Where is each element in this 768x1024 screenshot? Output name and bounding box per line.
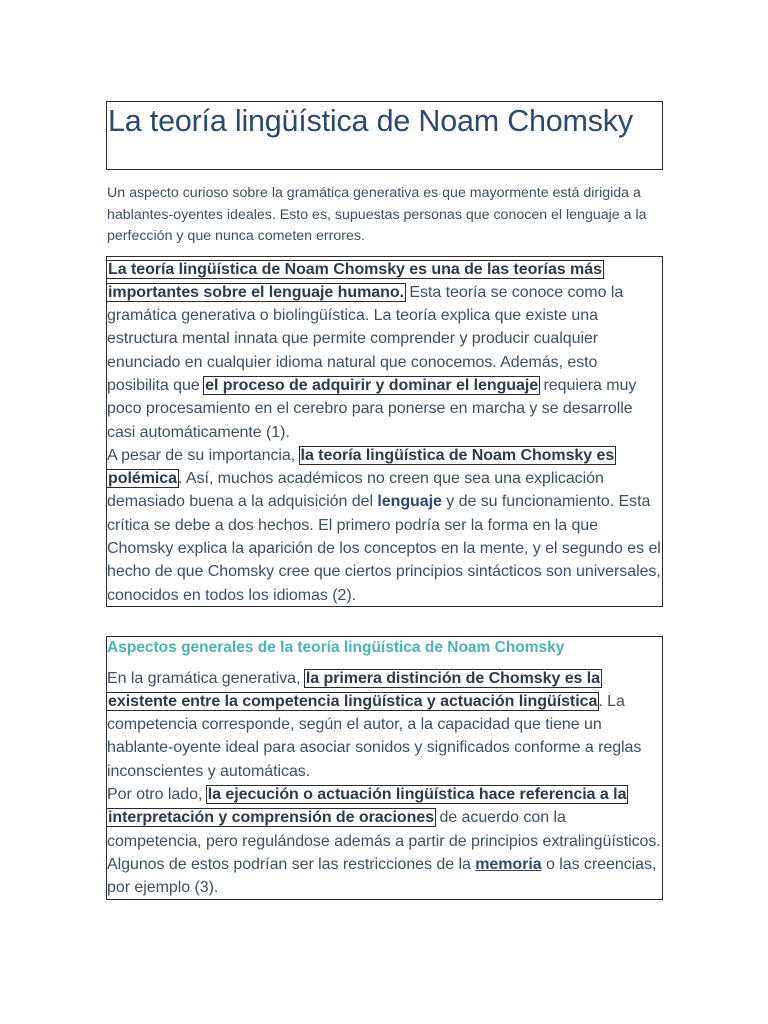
highlight-text: el proceso de adquirir y dominar el lenguaje: [205, 376, 539, 394]
body-text: Por otro lado,: [107, 785, 207, 803]
highlight-text: la primera distinción de Chomsky es la existente entre la competencia lingüística y actuación lingüística: [108, 669, 601, 710]
body-text: A pesar de su importancia,: [107, 446, 300, 464]
section2-paragraph-2: [107, 783, 662, 899]
body-text: de acuerdo con la competencia, pero regulándose además a partir de principios extralingüísticos. Algunos de estos podrían ser las restricciones de la: [107, 809, 661, 873]
page-title: La teoría lingüística de Noam Chomsky: [108, 104, 633, 138]
keyword-lenguaje-link[interactable]: lenguaje: [377, 493, 442, 511]
body-text: o las creencias, por ejemplo (3).: [107, 855, 657, 897]
section1-paragraph-2: [107, 444, 662, 607]
section-box-1: [106, 256, 663, 607]
section-heading: Aspectos generales de la teoría lingüística de Noam Chomsky: [107, 638, 565, 656]
memoria-link[interactable]: memoria: [475, 855, 542, 873]
title-box: [106, 101, 663, 170]
highlight-text: La teoría lingüística de Noam Chomsky es una de las teorías más importantes sobre el lenguaje humano.: [108, 260, 602, 301]
article: [106, 101, 663, 900]
body-text: En la gramática generativa,: [107, 669, 305, 687]
body-text: y de su funcionamiento. Esta crítica se debe a dos hechos. El primero podría ser la forma en la que Chomsky explica la aparición de los conceptos en la mente, y el segundo es el hecho de que Chomsky cree que ciertos principios sintácticos son universales, conocidos en todos los idiomas (2).: [107, 493, 661, 604]
highlight-text: la ejecución o actuación lingüística hace referencia a la interpretación y comprensión de oraciones: [108, 785, 627, 827]
body-text: . Así, muchos académicos no creen que sea una explicación demasiado buena a la adquisición del: [107, 470, 604, 511]
section2-paragraph-1: [107, 667, 662, 783]
body-text: requiera muy poco procesamiento en el cerebro para ponerse en marcha y se desarrolle casi automáticamente (1).: [107, 376, 637, 441]
body-text: . La competencia corresponde, según el autor, a la capacidad que tiene un hablante-oyente ideal para asociar sonidos y significados conforme a reglas inconscientes y automáticas.: [107, 692, 642, 780]
highlight-text: la teoría lingüística de Noam Chomsky es polémica: [108, 446, 615, 488]
body-text: Esta teoría se conoce como la gramática generativa o biolingüística. La teoría explica que existe una estructura mental innata que permite comprender y producir cualquier enunciado en cualquier idioma natural que conocemos. Además, esto posibilita que: [107, 283, 624, 394]
section1-paragraph-1: [107, 258, 662, 444]
section-box-2: [106, 636, 663, 900]
intro-paragraph: Un aspecto curioso sobre la gramática generativa es que mayormente está dirigida a hablantes-oyentes ideales. Esto es, supuestas personas que conocen el lenguaje a la perfección y que nunca cometen errores.: [107, 185, 647, 244]
